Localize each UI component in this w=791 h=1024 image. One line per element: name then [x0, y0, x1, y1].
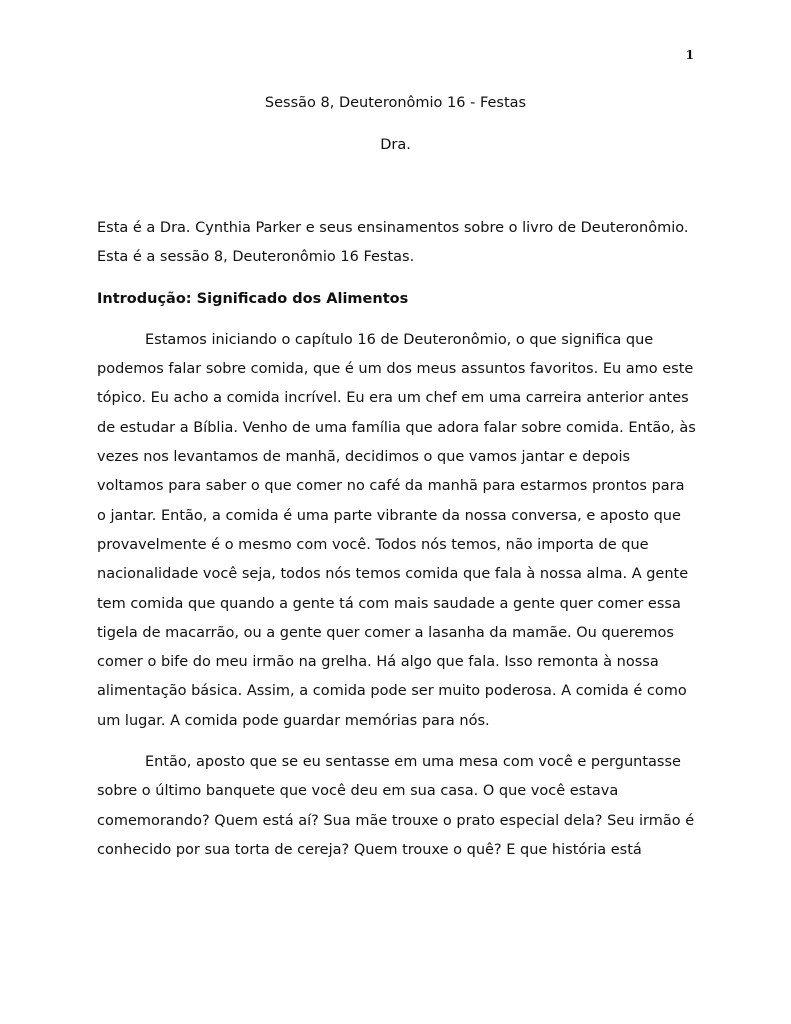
document-subtitle: Dra. — [380, 137, 411, 153]
body-paragraph: Então, aposto que se eu sentasse em uma mesa com você e perguntasse sobre o último banquete que você deu em sua casa. O que você estava comemorando? Quem está aí? Sua mãe trouxe o prato especial dela? Seu irmão é conhecido por sua torta de cereja? Quem trouxe o quê? E que história está — [97, 754, 695, 858]
document-title: Sessão 8, Deuteronômio 16 - Festas — [264, 95, 527, 111]
body-paragraph: Estamos iniciando o capítulo 16 de Deuteronômio, o que significa que podemos falar sobre comida, que é um dos meus assuntos favoritos. Eu amo este tópico. Eu acho a comida incrível. Eu era um chef em uma carreira anterior antes de estudar a Bíblia. Venho de uma família que adora falar sobre comida. Então, às vezes nos levantamos de manhã, decidimos o que vamos jantar e depois voltamos para saber o que comer no café da manhã para estarmos prontos para o jantar. Então, a comida é uma parte vibrante da nossa conversa, e aposto que provavelmente é o mesmo com você. Todos nós temos, não importa de que nacionalidade você seja, todos nós temos comida que fala à nossa alma. A gente tem comida que quando a gente tá com mais saudade a gente quer comer essa tigela de macarrão, ou a gente quer comer a lasanha da mamãe. Ou queremos comer o bife do meu irmão na grelha. Há algo que fala. Isso remonta à nossa alimentação básica. Assim, a comida pode ser muito poderosa. A comida é como um lugar. A comida pode guardar memórias para nós. — [97, 331, 696, 729]
document-body — [97, 214, 697, 865]
section-heading: Introdução: Significado dos Alimentos — [97, 290, 409, 307]
page-number: 1 — [685, 48, 694, 62]
intro-paragraph: Esta é a Dra. Cynthia Parker e seus ensinamentos sobre o livro de Deuteronômio. Esta é a sessão 8, Deuteronômio 16 Festas. — [97, 220, 689, 266]
